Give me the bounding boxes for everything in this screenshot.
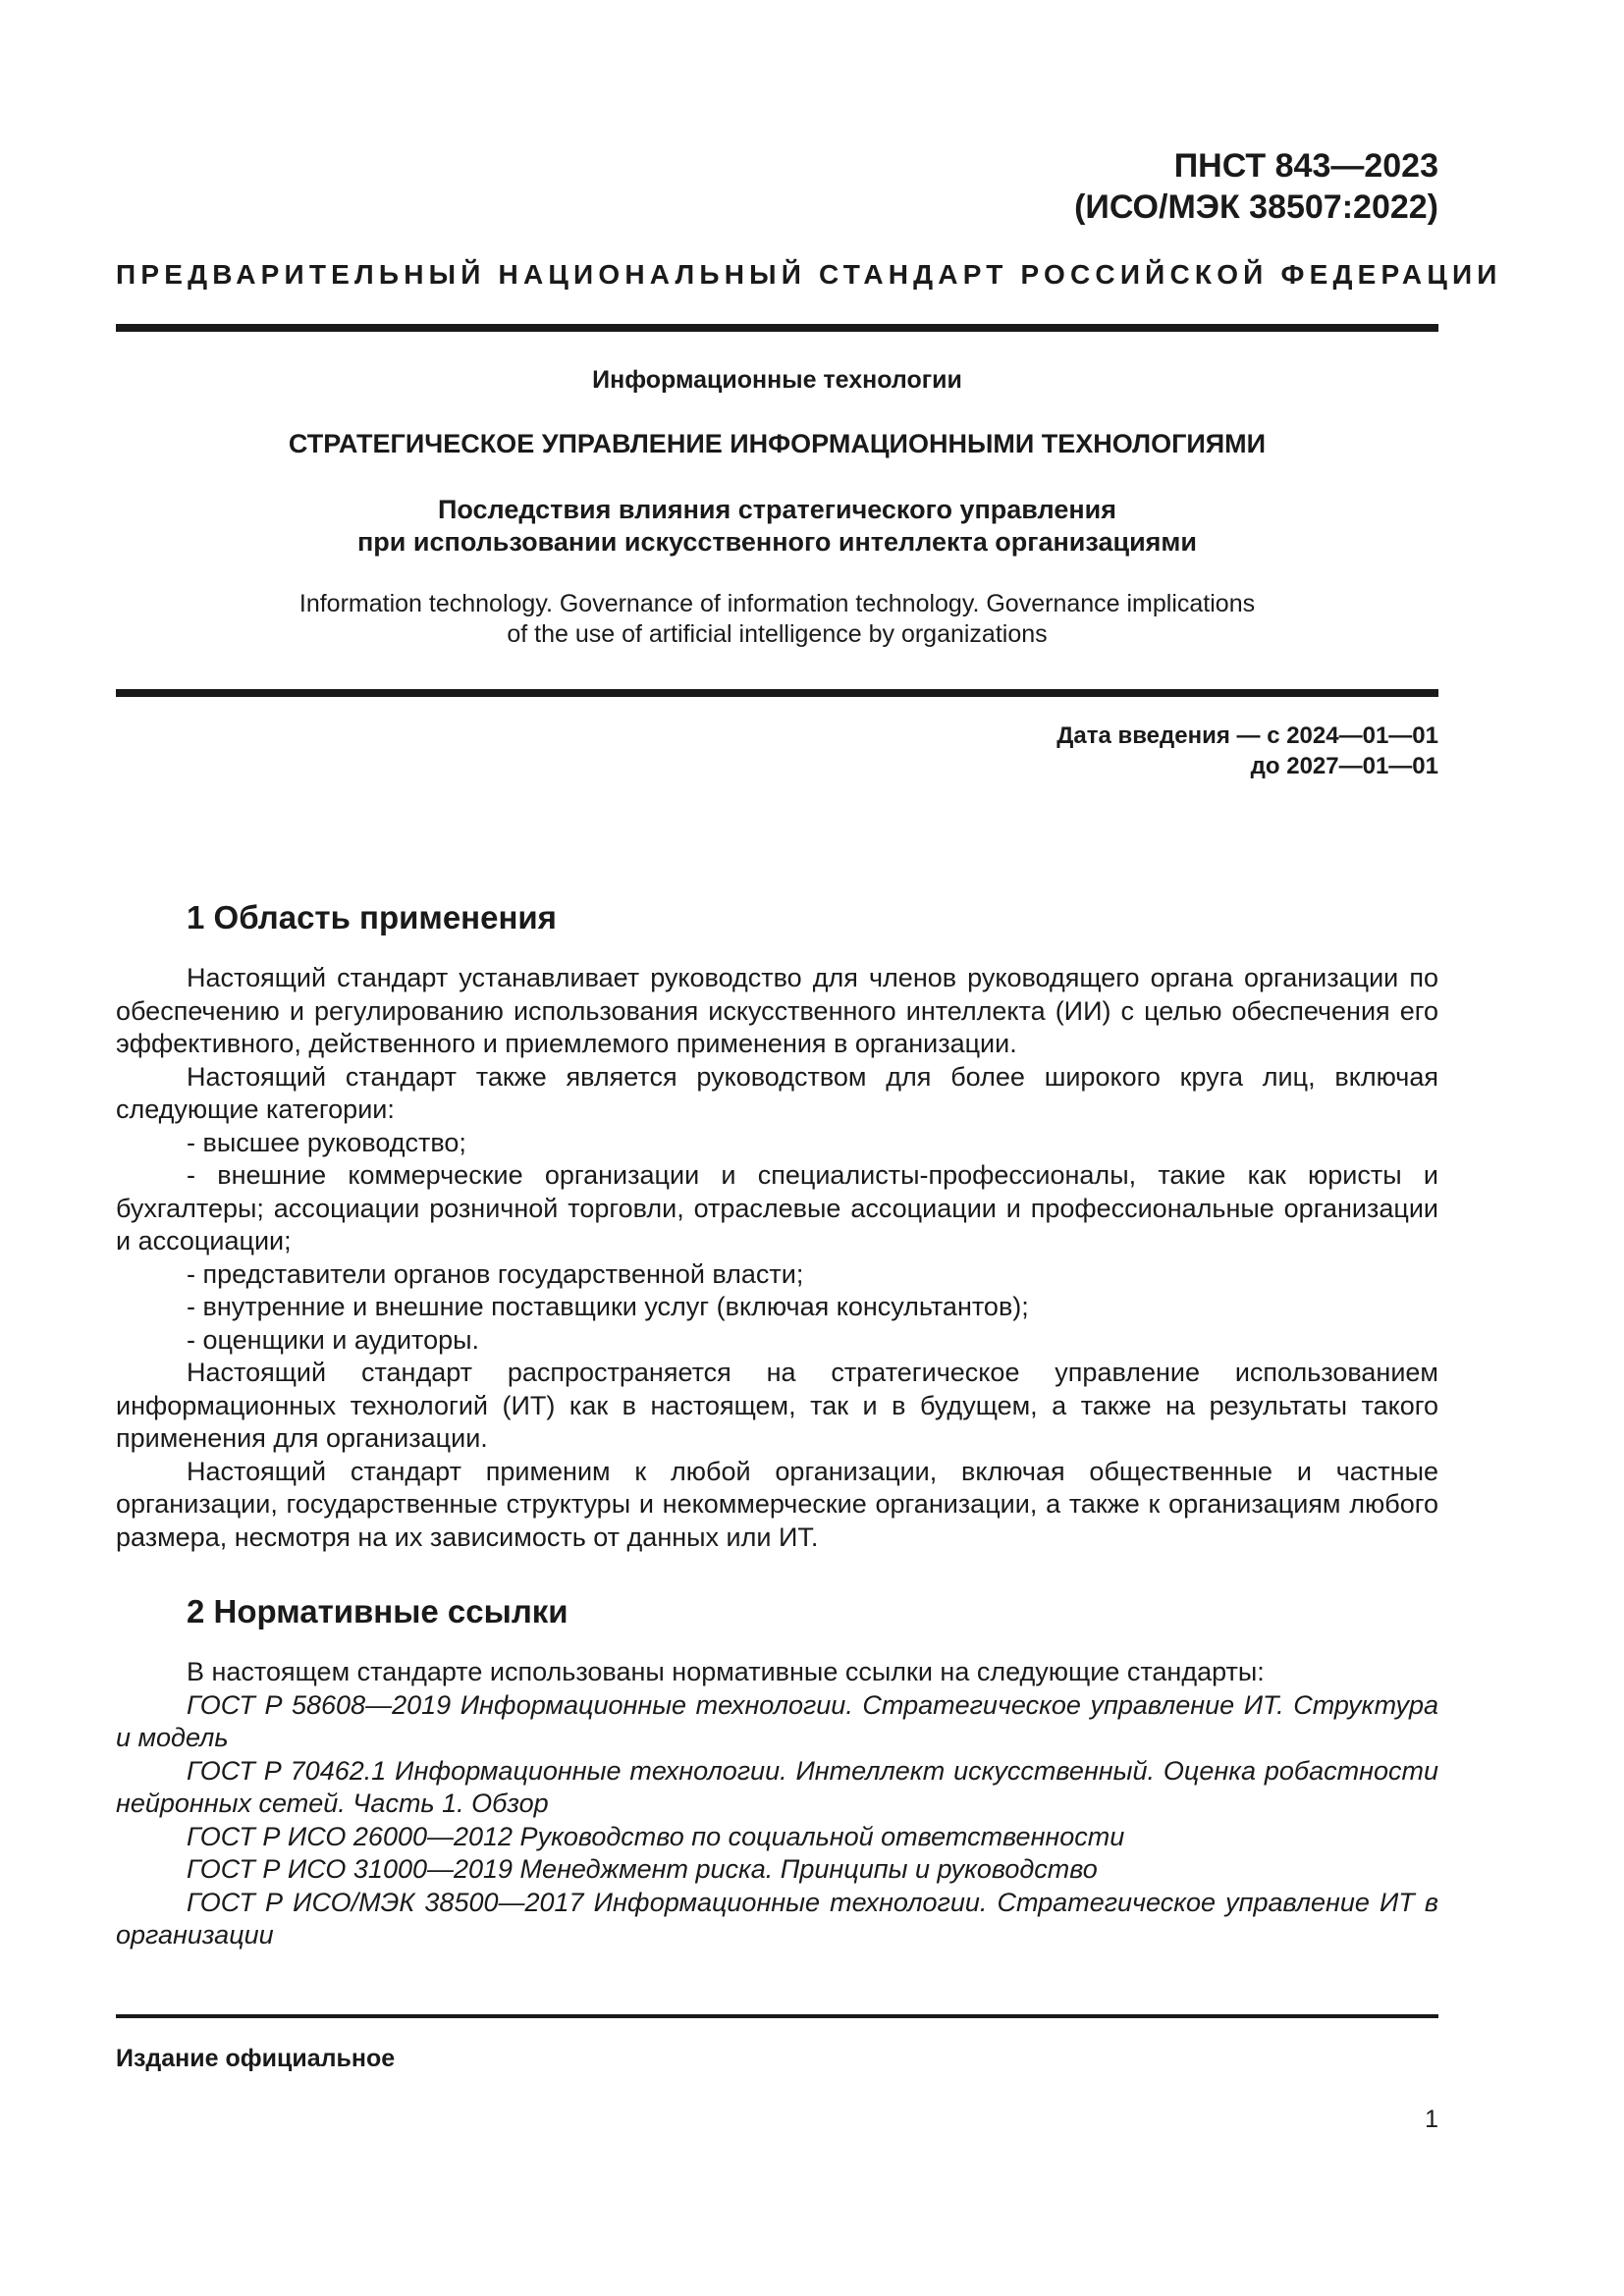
subtitle (116, 494, 1438, 559)
normative-reference: ГОСТ Р ИСО 26000—2012 Руководство по социальной ответственности (187, 1821, 1125, 1851)
designation-line-1: ПНСТ 843—2023 (1173, 147, 1438, 185)
date-introduced: Дата введения — с 2024—01—01 (1056, 722, 1438, 749)
normative-reference: ГОСТ Р ИСО/МЭК 38500—2017 Информационные технологии. Стратегическое управление ИТ в организации (116, 1887, 1438, 1949)
subtitle-line-2: при использовании искусственного интеллекта организациями (357, 527, 1197, 557)
header-rule (116, 324, 1438, 332)
normative-reference: ГОСТ Р 58608—2019 Информационные технологии. Стратегическое управление ИТ. Структура и модель (116, 1689, 1438, 1752)
standard-type: ПРЕДВАРИТЕЛЬНЫЙ НАЦИОНАЛЬНЫЙ СТАНДАРТ РОССИЙСКОЙ ФЕДЕРАЦИИ (116, 259, 1502, 290)
list-item: - внешние коммерческие организации и специалисты-профессионалы, такие как юристы и бухгалтеры; ассоциации розничной торговли, отраслевые ассоциации и профессиональные организации и ассоциации; (116, 1160, 1438, 1255)
introduction-dates (884, 721, 1438, 781)
english-title-line-2: of the use of artificial intelligence by organizations (507, 620, 1048, 648)
list-item: - внутренние и внешние поставщики услуг (включая консультантов); (187, 1292, 1029, 1321)
main-title: СТРАТЕГИЧЕСКОЕ УПРАВЛЕНИЕ ИНФОРМАЦИОННЫМИ ТЕХНОЛОГИЯМИ (288, 429, 1267, 458)
field-title: Информационные технологии (592, 366, 962, 394)
footer-rule (116, 2014, 1438, 2018)
section-1-paragraph-3: Настоящий стандарт распространяется на стратегическое управление использованием информационных технологий (ИТ) как в настоящем, так и в будущем, а также на результаты такого применения для организации. (116, 1358, 1438, 1453)
normative-reference: ГОСТ Р ИСО 31000—2019 Менеджмент риска. Принципы и руководство (187, 1854, 1098, 1884)
list-item: - оценщики и аудиторы. (187, 1324, 480, 1355)
normative-reference: ГОСТ Р 70462.1 Информационные технологии. Интеллект искусственный. Оценка робастности нейронных сетей. Часть 1. Обзор (116, 1755, 1438, 1818)
document-designation (884, 145, 1438, 228)
page-number: 1 (1425, 2106, 1438, 2133)
section-2-heading: 2 Нормативные ссылки (187, 1593, 568, 1629)
subtitle-line-1: Последствия влияния стратегического управления (437, 495, 1117, 524)
list-item: - высшее руководство; (187, 1127, 466, 1157)
list-item: - представители органов государственной власти; (187, 1258, 804, 1289)
english-title (116, 589, 1438, 650)
english-title-line-1: Information technology. Governance of information technology. Governance implications (298, 590, 1256, 617)
section-1-paragraph-2: Настоящий стандарт также является руководством для более широкого круга лиц, включая следующие категории: (116, 1061, 1438, 1124)
section-1-body (116, 962, 1438, 1554)
section-2-body (116, 1656, 1438, 1952)
section-1-heading: 1 Область применения (187, 899, 557, 935)
section-2-intro: В настоящем стандарте использованы нормативные ссылки на следующие стандарты: (187, 1657, 1265, 1686)
designation-line-2: (ИСО/МЭК 38507:2022) (1074, 188, 1438, 226)
official-edition-label: Издание официальное (116, 2045, 396, 2072)
section-1-paragraph-4: Настоящий стандарт применим к любой организации, включая общественные и частные организации, государственные структуры и некоммерческие организации, а также к организациям любого размера, несмотря на их зависимость от данных или ИТ. (116, 1456, 1438, 1552)
title-rule (116, 689, 1438, 697)
section-1-paragraph-1: Настоящий стандарт устанавливает руководство для членов руководящего органа организации по обеспечению и регулированию использования искусственного интеллекта (ИИ) с целью обеспечения его эффективного, действенного и приемлемого применения в организации. (116, 963, 1438, 1058)
date-until: до 2027—01—01 (1250, 753, 1438, 779)
